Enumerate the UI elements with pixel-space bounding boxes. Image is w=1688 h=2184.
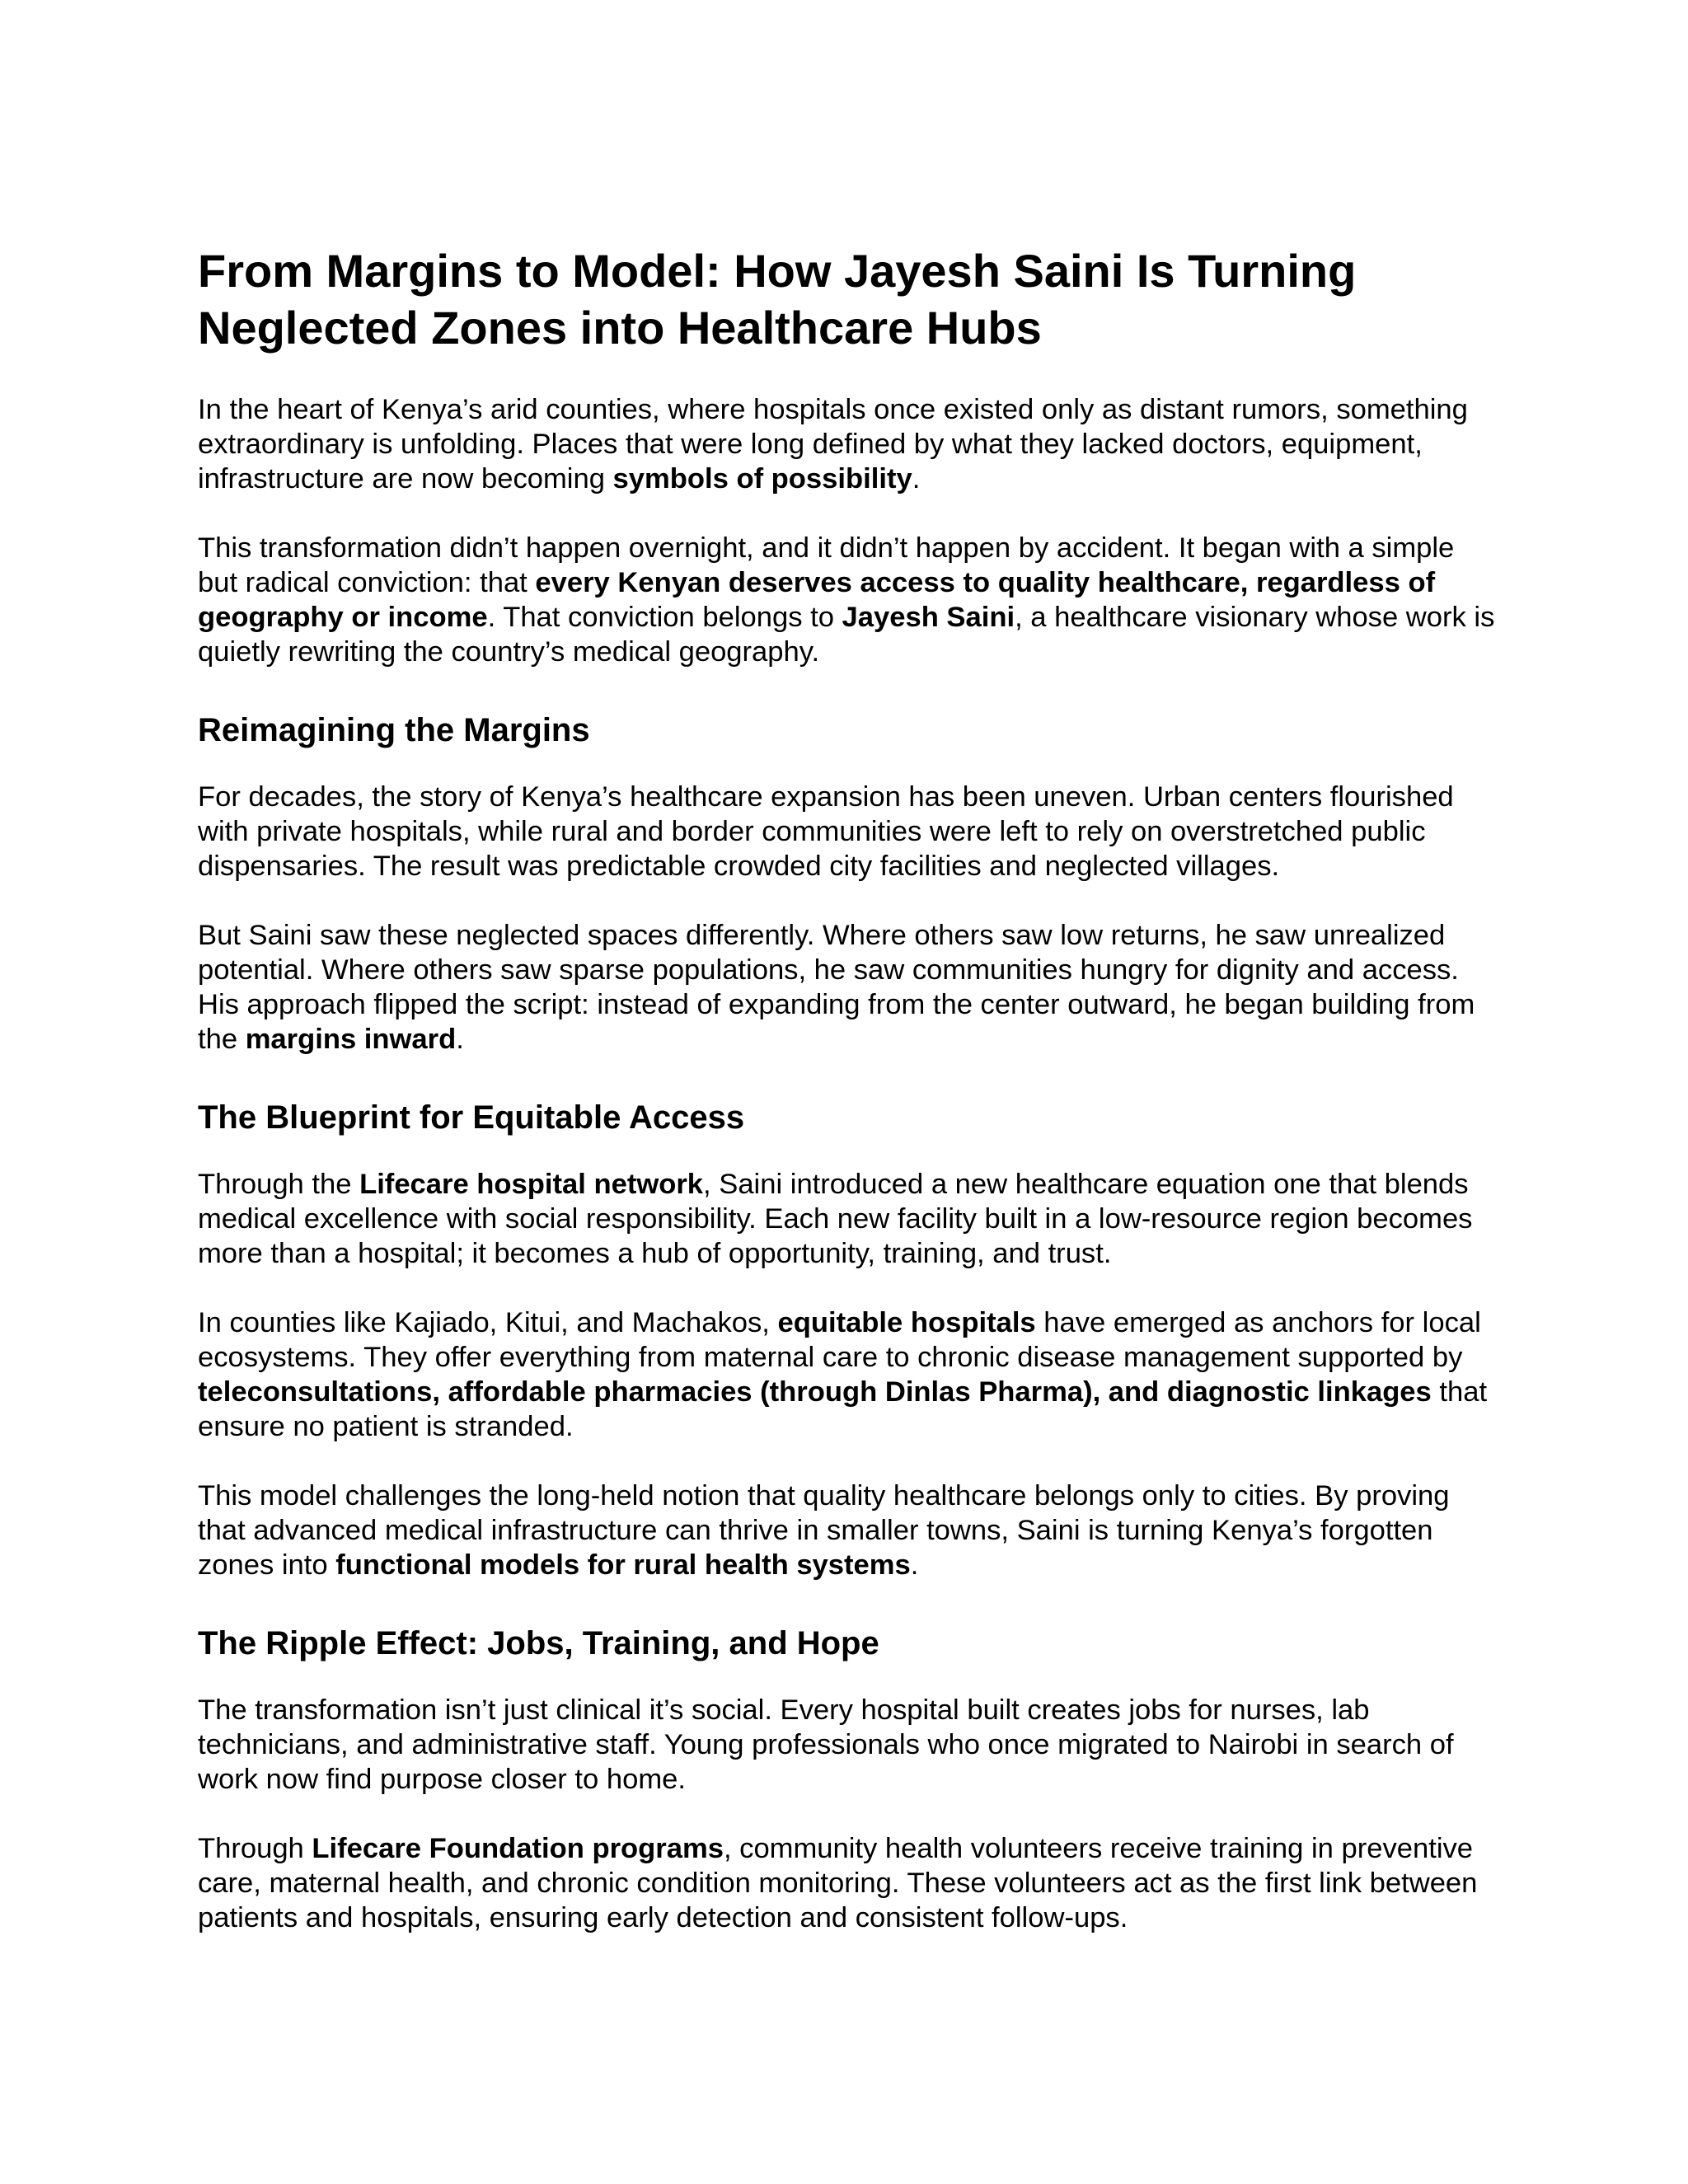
text-run: , community health volunteers receive training in preventive care, maternal health, and chronic condition monitoring. These volunteers act as the first link between patients and hospitals, ensuring early detection and consistent follow-ups. (198, 1833, 1478, 1933)
bold-run: functional models for rural health systems (335, 1549, 911, 1581)
text-run: In the heart of Kenya’s arid counties, where hospitals once existed only as distant rumors, something extraordinary is unfolding. Places that were long defined by what they lacked doctors, equipment, infrastructure are now becoming (198, 394, 1468, 494)
text-run: This model challenges the long-held notion that quality healthcare belongs only to cities. By proving that advanced medical infrastructure can thrive in smaller towns, Saini is turning Kenya’s forgotten zones into (198, 1480, 1450, 1581)
bold-run: Jayesh Saini (842, 602, 1015, 633)
section-heading-blueprint: The Blueprint for Equitable Access (198, 1099, 745, 1136)
section-2-paragraph-3 (198, 1479, 1500, 1582)
document-page (198, 242, 1500, 1970)
text-run: have emerged as anchors for local ecosystems. They offer everything from maternal care to chronic disease management supported by (198, 1307, 1481, 1373)
bold-run: Lifecare Foundation programs (312, 1833, 724, 1864)
text-run: The transformation isn’t just clinical it’s social. Every hospital built creates jobs for nurses, lab technicians, and administrative staff. Young professionals who once migrated to Nairobi in search of work now find purpose closer to home. (198, 1694, 1454, 1795)
text-run: But Saini saw these neglected spaces differently. Where others saw low returns, he saw unrealized potential. Where others saw sparse populations, he saw communities hungry for dignity and access. His approach flipped the script: instead of expanding from the center outward, he began building from the (198, 920, 1475, 1055)
text-run: Through (198, 1833, 312, 1864)
text-run: . (456, 1024, 464, 1055)
intro-paragraph-2 (198, 531, 1500, 669)
section-1-paragraph-1 (198, 780, 1500, 883)
text-run: For decades, the story of Kenya’s healthcare expansion has been uneven. Urban centers flourished with private hospitals, while rural and border communities were left to rely on overstretched public dispensaries. The result was predictable crowded city facilities and neglected villages. (198, 781, 1454, 882)
text-run: that ensure no patient is stranded. (198, 1376, 1488, 1442)
text-run: . (910, 1549, 919, 1581)
bold-run: margins inward (245, 1024, 457, 1055)
section-1-paragraph-2 (198, 918, 1500, 1057)
text-run: This transformation didn’t happen overnight, and it didn’t happen by accident. It began with a simple but radical conviction: that (198, 532, 1455, 598)
bold-run: every Kenyan deserves access to quality healthcare, regardless of geography or income (198, 567, 1436, 633)
intro-paragraph-1 (198, 392, 1500, 496)
bold-run: teleconsultations, affordable pharmacies (through Dinlas Pharma), and diagnostic linkages (198, 1376, 1432, 1408)
bold-run: equitable hospitals (777, 1307, 1036, 1338)
bold-run: Lifecare hospital network (359, 1169, 704, 1200)
section-heading-reimagining: Reimagining the Margins (198, 712, 590, 748)
text-run: , a healthcare visionary whose work is quietly rewriting the country’s medical geography. (198, 602, 1495, 668)
section-heading-ripple-effect: The Ripple Effect: Jobs, Training, and Hope (198, 1625, 879, 1661)
section-2-paragraph-2 (198, 1305, 1500, 1444)
text-run: . (912, 463, 921, 494)
text-run: Through the (198, 1169, 360, 1200)
bold-run: symbols of possibility (612, 463, 912, 494)
text-run: In counties like Kajiado, Kitui, and Machakos, (198, 1307, 778, 1338)
text-run: . That conviction belongs to (487, 602, 842, 633)
text-run: , Saini introduced a new healthcare equation one that blends medical excellence with social responsibility. Each new facility built in a low-resource region becomes more than a hospital; it becomes a hub of opportunity, training, and trust. (198, 1169, 1473, 1269)
section-3-paragraph-2 (198, 1831, 1500, 1935)
article-title: From Margins to Model: How Jayesh Saini Is Turning Neglected Zones into Healthcare Hubs (198, 245, 1357, 354)
section-3-paragraph-1 (198, 1693, 1500, 1797)
section-2-paragraph-1 (198, 1167, 1500, 1271)
